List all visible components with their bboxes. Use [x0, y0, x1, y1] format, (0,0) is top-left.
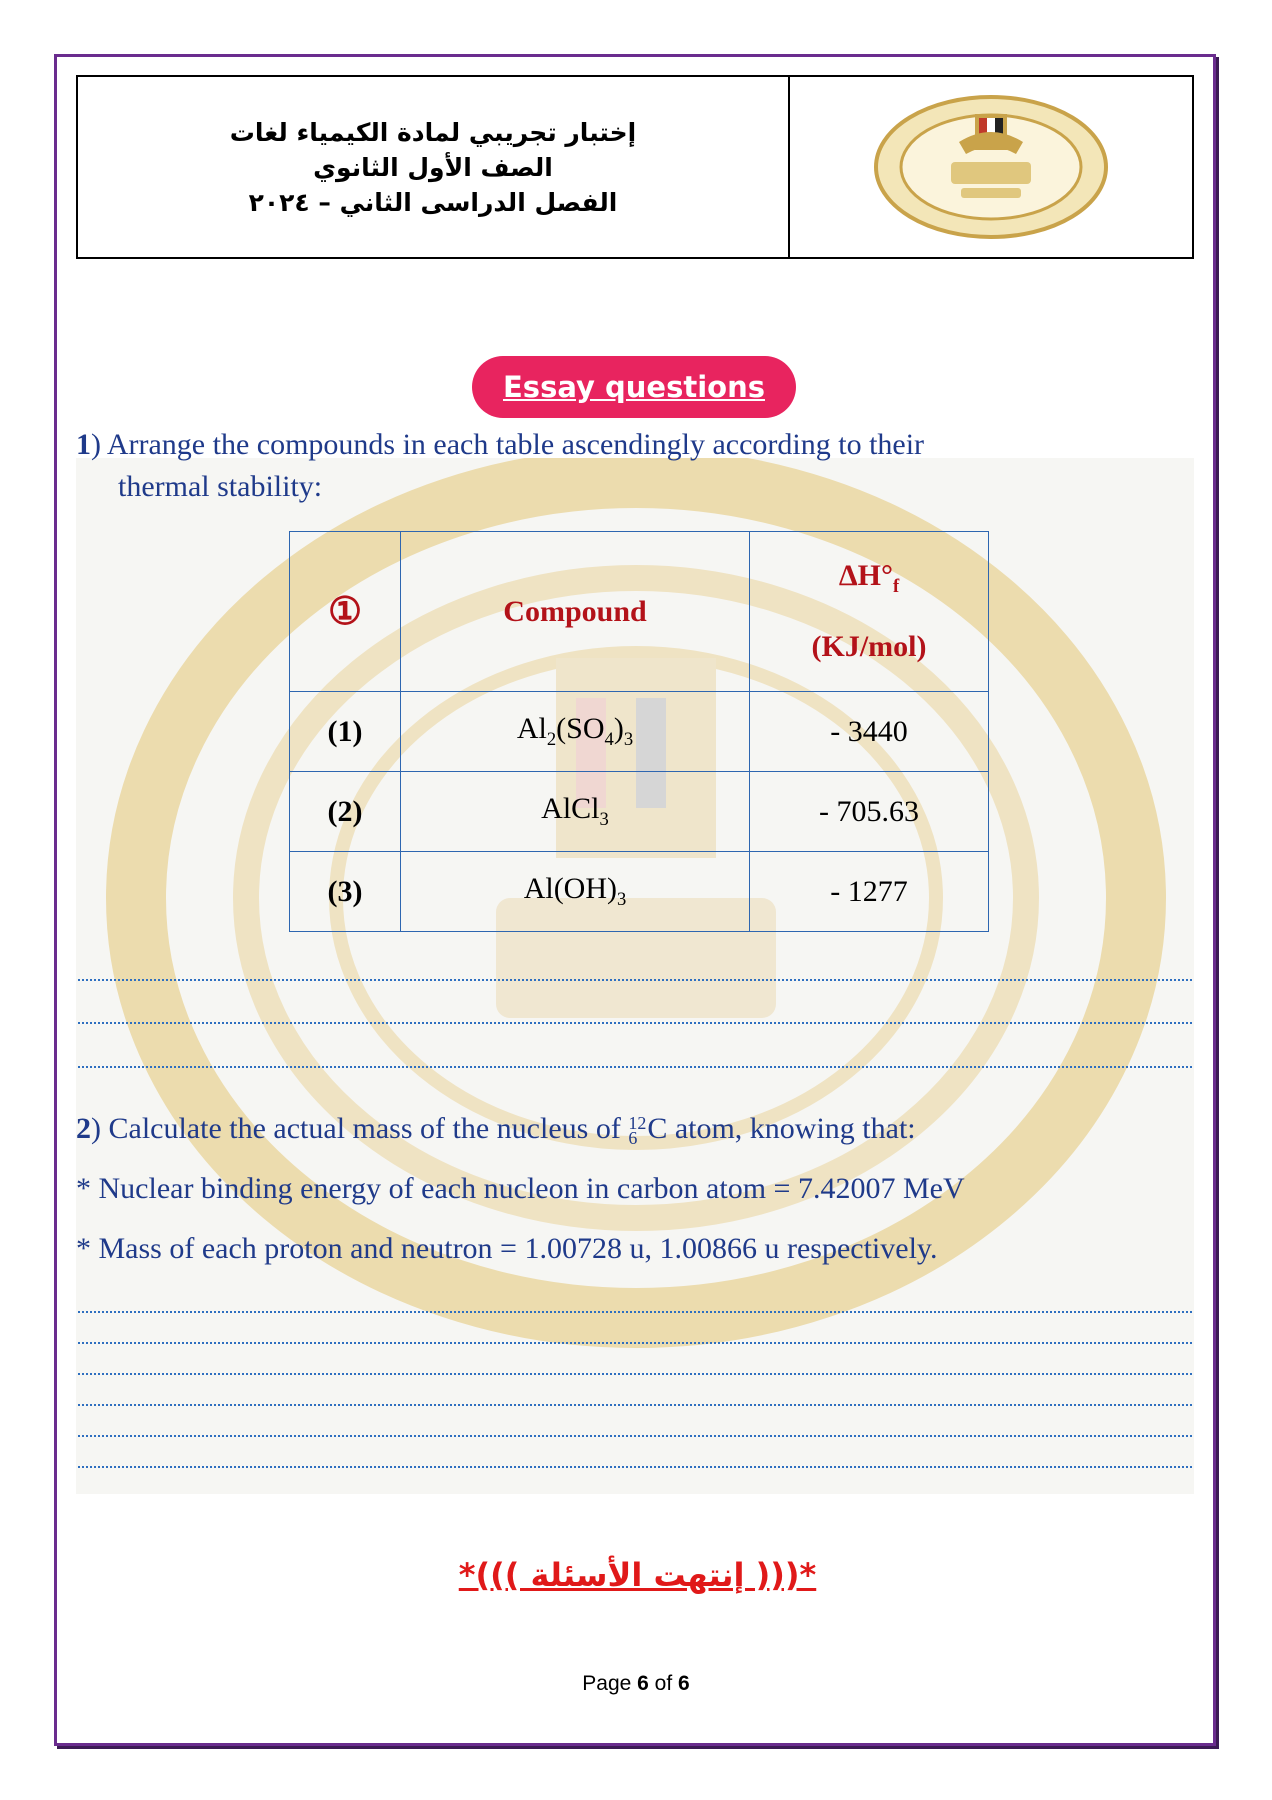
answer-line[interactable]	[78, 979, 1192, 981]
table-row	[290, 772, 989, 852]
enthalpy-unit: (KJ/mol)	[811, 630, 927, 663]
enthalpy-symbol: $\Delta H^\circ_f$	[838, 559, 900, 597]
end-of-questions: *((( إنتهت الأسئلة )))*	[458, 1556, 817, 1594]
enthalpy-header-cell	[750, 532, 989, 692]
ministry-seal-icon	[871, 92, 1111, 242]
page-number: Page 6 of 6	[582, 1672, 690, 1695]
answer-line[interactable]	[78, 1311, 1192, 1313]
grade-label: الصف الأول الثانوي	[313, 152, 553, 182]
row-label: (3)	[290, 852, 401, 932]
question-2-bullet-2: * Mass of each proton and neutron = 1.00728 u, 1.00866 u respectively.	[76, 1232, 938, 1265]
section-title-badge	[472, 356, 796, 418]
compound-header: Compound	[503, 594, 647, 628]
document-header	[76, 75, 1194, 259]
exam-title-block	[78, 77, 790, 257]
table-header-row	[290, 532, 989, 692]
compound-formula: $Al(OH)_3$	[401, 852, 750, 932]
section-title: Essay questions	[503, 370, 765, 404]
enthalpy-value: - 1277	[750, 852, 989, 932]
question-1-number: 1	[76, 428, 91, 461]
answer-line[interactable]	[78, 1404, 1192, 1406]
enthalpy-value: - 705.63	[750, 772, 989, 852]
row-label: (2)	[290, 772, 401, 852]
question-2-line1: 2) Calculate the actual mass of the nucleus of 12 6 C atom, knowing that:	[76, 1112, 916, 1149]
isotope-notation: 12 6	[628, 1112, 647, 1149]
table-id-cell	[290, 532, 401, 692]
question-1-line2: thermal stability:	[118, 470, 323, 503]
table-row	[290, 692, 989, 772]
enthalpy-value: - 3440	[750, 692, 989, 772]
exam-title: إختبار تجريبي لمادة الكيمياء لغات	[229, 117, 637, 147]
answer-line[interactable]	[78, 1466, 1192, 1468]
question-2-number: 2	[76, 1112, 91, 1145]
answer-line[interactable]	[78, 1066, 1192, 1068]
compound-header-cell	[401, 532, 750, 692]
term-label: الفصل الدراسى الثاني – ٢٠٢٤	[248, 187, 618, 217]
question-2-bullet-1: * Nuclear binding energy of each nucleon in carbon atom = 7.42007 MeV	[76, 1172, 965, 1205]
compound-formula: AlCl$_3$	[401, 772, 750, 852]
answer-line[interactable]	[78, 1342, 1192, 1344]
question-1-text: ) Arrange the compounds in each table ascendingly according to their	[91, 428, 925, 461]
question-1-line1	[76, 428, 924, 462]
compounds-table	[289, 531, 989, 932]
answer-line[interactable]	[78, 1373, 1192, 1375]
compound-formula: $Al_2(SO_4)_3$	[401, 692, 750, 772]
answer-line[interactable]	[78, 1022, 1192, 1024]
row-label: (1)	[290, 692, 401, 772]
table-row	[290, 852, 989, 932]
table-id-mark: ①	[327, 591, 363, 633]
ministry-logo	[790, 77, 1192, 257]
answer-line[interactable]	[78, 1435, 1192, 1437]
